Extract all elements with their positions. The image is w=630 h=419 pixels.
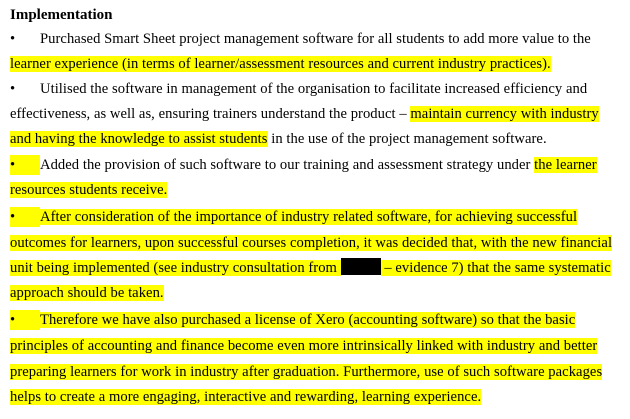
text-run: effectiveness, as well as, ensuring trainers understand the product – xyxy=(10,106,411,122)
highlighted-text: Therefore we have also purchased a license of Xero (accounting software) so that the basic xyxy=(40,312,576,328)
highlighted-text: helps to create a more engaging, interactive and rewarding, learning experience. xyxy=(10,389,482,405)
text-run: in the use of the project management software. xyxy=(267,131,547,147)
highlighted-text: learner experience (in terms of learner/assessment resources and current industry practices). xyxy=(10,56,551,72)
text-run: Purchased Smart Sheet project management software for all students to add more value to the xyxy=(40,31,591,47)
bullet-marker: • xyxy=(10,155,40,175)
highlighted-text: resources students receive. xyxy=(10,182,168,198)
bullet-5-line-1 xyxy=(10,310,575,330)
bullet-marker: • xyxy=(10,31,16,47)
bullet-5-line-2 xyxy=(10,336,597,356)
bullet-5-line-4 xyxy=(10,387,481,407)
bullet-4-line-2 xyxy=(10,233,612,253)
bullet-marker: • xyxy=(10,207,40,227)
highlighted-text: the learner xyxy=(534,157,597,173)
section-heading: Implementation xyxy=(10,7,113,23)
highlighted-text: maintain currency with industry xyxy=(410,106,599,122)
highlighted-text: outcomes for learners, upon successful courses completion, it was decided that, with the new financial xyxy=(10,235,613,251)
bullet-1-line-1 xyxy=(10,29,591,49)
highlighted-text: After consideration of the importance of industry related software, for achieving successful xyxy=(40,209,578,225)
highlighted-text: – evidence 7) that the same systematic xyxy=(380,260,611,276)
highlighted-text: principles of accounting and finance become even more intrinsically linked with industry and better xyxy=(10,338,598,354)
highlighted-text: approach should be taken. xyxy=(10,285,164,301)
bullet-2-line-1 xyxy=(10,79,587,99)
bullet-5-line-3 xyxy=(10,362,602,382)
highlighted-text: and having the knowledge to assist students xyxy=(10,131,268,147)
bullet-2-line-2 xyxy=(10,104,599,124)
bullet-4-line-4 xyxy=(10,283,164,303)
text-run: Added the provision of such software to our training and assessment strategy under xyxy=(40,157,535,173)
bullet-2-line-3 xyxy=(10,129,547,149)
bullet-3-line-2 xyxy=(10,180,167,200)
bullet-4-line-1 xyxy=(10,207,577,227)
highlighted-text: unit being implemented (see industry consultation from xyxy=(10,260,341,276)
bullet-4-line-3 xyxy=(10,258,611,278)
bullet-marker: • xyxy=(10,81,16,97)
bullet-marker: • xyxy=(10,310,40,330)
text-run: Utilised the software in management of the organisation to facilitate increased efficiency and xyxy=(40,81,588,97)
bullet-3-line-1 xyxy=(10,155,597,175)
highlighted-text: preparing learners for work in industry after graduation. Furthermore, use of such software packages xyxy=(10,364,603,380)
bullet-1-line-2 xyxy=(10,54,551,74)
redaction-block xyxy=(341,258,381,275)
